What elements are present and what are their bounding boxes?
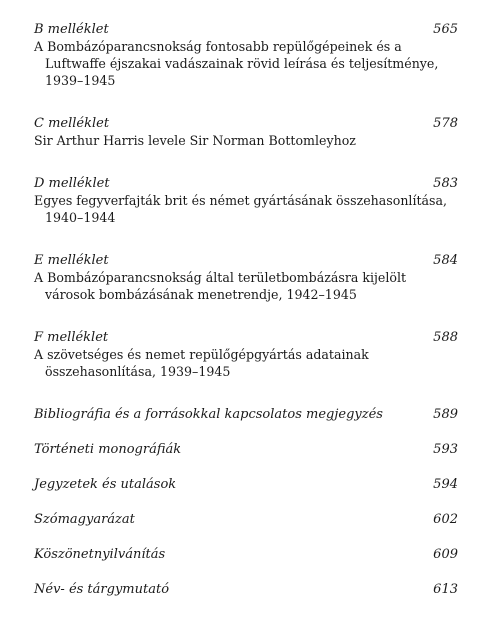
appendix-title: C melléklet	[34, 116, 110, 131]
page-number: 589	[433, 407, 458, 422]
section-title: Bibliográfia és a forrásokkal kapcsolatos megjegyzés	[34, 407, 383, 422]
page-number: 609	[433, 547, 458, 562]
page-number: 613	[433, 582, 458, 597]
toc-entry-bibliography	[34, 407, 458, 423]
section-title: Történeti monográfiák	[34, 442, 182, 457]
page-number: 584	[433, 253, 458, 268]
toc-entry-heading	[34, 22, 458, 38]
section-title: Köszönetnyilvánítás	[34, 547, 166, 562]
toc-entry-notes	[34, 477, 458, 493]
appendix-description: A Bombázóparancsnokság fontosabb repülőgépeinek és a Luftwaffe éjszakai vadászainak rövid leírása és teljesítménye, 1939–1945	[34, 39, 439, 88]
toc-entry-monographs	[34, 442, 458, 458]
toc-entry-heading	[34, 176, 458, 192]
page-number: 565	[433, 22, 458, 37]
toc-entry-acknowledgements	[34, 547, 458, 563]
section-title: Szómagyarázat	[34, 512, 135, 527]
section-title: Jegyzetek és utalások	[34, 477, 177, 492]
page-number: 583	[433, 176, 458, 191]
page-number: 602	[433, 512, 458, 527]
page-number: 593	[433, 442, 458, 457]
appendix-title: D melléklet	[34, 176, 110, 191]
appendix-description: A szövetséges és nemet repülőgépgyártás adatainak összehasonlítása, 1939–1945	[34, 347, 369, 379]
toc-entry-appendix-f	[34, 330, 458, 380]
appendix-title: E melléklet	[34, 253, 109, 268]
toc-entry-heading	[34, 253, 458, 269]
toc-entry-heading	[34, 330, 458, 346]
page-number: 578	[433, 116, 458, 131]
appendix-title: F melléklet	[34, 330, 109, 345]
section-title: Név- és tárgymutató	[34, 582, 170, 597]
table-of-contents	[34, 22, 458, 617]
toc-entry-appendix-c	[34, 116, 458, 149]
page-number: 594	[433, 477, 458, 492]
page-number: 588	[433, 330, 458, 345]
toc-entry-glossary	[34, 512, 458, 528]
appendix-description: A Bombázóparancsnokság által területbombázásra kijelölt városok bombázásának menetrendje, 1942–1945	[34, 270, 407, 302]
toc-entry-appendix-d	[34, 176, 458, 226]
toc-entry-appendix-b	[34, 22, 458, 89]
appendix-description: Egyes fegyverfajták brit és német gyártásának összehasonlítása, 1940–1944	[34, 193, 448, 225]
toc-entry-index	[34, 582, 458, 598]
toc-entry-heading	[34, 116, 458, 132]
appendix-title: B melléklet	[34, 22, 109, 37]
appendix-description: Sir Arthur Harris levele Sir Norman Bottomleyhoz	[34, 133, 356, 148]
toc-entry-appendix-e	[34, 253, 458, 303]
